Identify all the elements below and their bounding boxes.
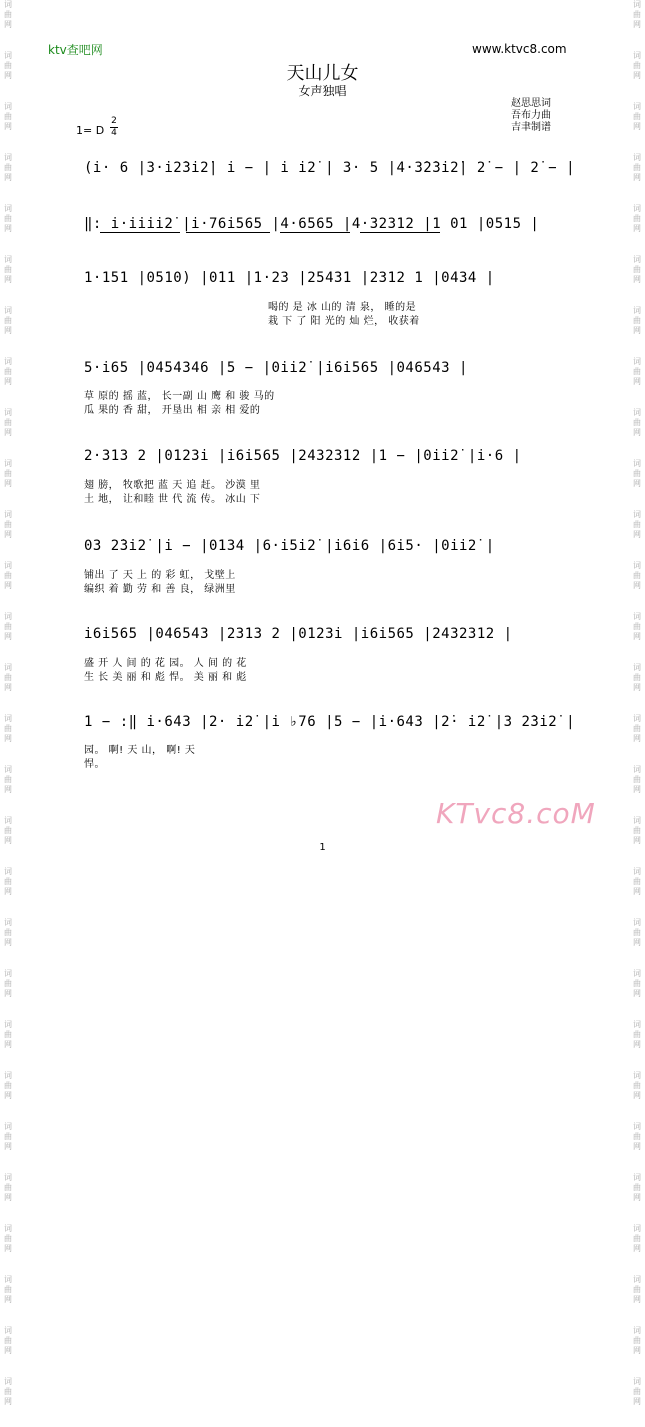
side-watermark-char: 网 — [633, 1244, 641, 1253]
side-watermark-char: 曲 — [4, 469, 12, 478]
side-watermark-gap — [629, 642, 645, 662]
side-watermark-char: 曲 — [4, 163, 12, 172]
side-watermark-char: 网 — [633, 224, 641, 233]
side-watermark-char: 网 — [4, 479, 12, 488]
side-watermark-char: 词 — [4, 153, 12, 162]
side-watermark-char: 词 — [633, 714, 641, 723]
beam-line — [186, 232, 270, 233]
side-watermark-char: 曲 — [4, 10, 12, 19]
beam-line — [100, 232, 180, 233]
side-watermark-gap — [629, 489, 645, 509]
system-7-notes: i6i565 |046543 |2313 2 |0123i |i6i565 |2432312 | — [84, 626, 513, 642]
side-watermark-char: 网 — [4, 734, 12, 743]
side-watermark-char: 词 — [4, 1173, 12, 1182]
side-watermark-char: 网 — [4, 632, 12, 641]
side-watermark-gap — [0, 1356, 16, 1376]
side-watermark-gap — [629, 1356, 645, 1376]
side-watermark-char: 词 — [633, 102, 641, 111]
side-watermark-gap — [0, 1050, 16, 1070]
side-watermark-gap — [0, 1101, 16, 1121]
side-watermark-char: 网 — [4, 683, 12, 692]
side-watermark-gap — [629, 1407, 645, 1427]
side-watermark-char: 词 — [4, 867, 12, 876]
side-watermark-char: 曲 — [633, 1081, 641, 1090]
side-watermark-char: 网 — [633, 71, 641, 80]
side-watermark-gap — [629, 540, 645, 560]
side-watermark-gap — [0, 1305, 16, 1325]
side-watermark-char: 词 — [633, 918, 641, 927]
side-watermark-gap — [629, 693, 645, 713]
system-7-lyric-1: 盛 开 人 间 的 花 园。 人 间 的 花 — [84, 658, 247, 669]
side-watermark-gap — [629, 1152, 645, 1172]
side-watermark-char: 网 — [4, 1091, 12, 1100]
side-watermark-char: 曲 — [633, 1336, 641, 1345]
side-watermark-char: 词 — [4, 0, 12, 9]
side-watermark-char: 词 — [4, 306, 12, 315]
time-bottom: 4 — [111, 128, 117, 138]
side-watermark-char: 网 — [633, 428, 641, 437]
side-watermark-char: 词 — [4, 357, 12, 366]
side-watermark-gap — [0, 1254, 16, 1274]
time-signature — [110, 117, 118, 138]
side-watermark-char: 曲 — [633, 265, 641, 274]
side-watermark-char: 曲 — [633, 826, 641, 835]
page-number: 1 — [319, 842, 326, 853]
site-url-right[interactable]: www.ktvc8.com — [472, 42, 567, 56]
side-watermark-char: 曲 — [633, 214, 641, 223]
side-watermark-gap — [629, 591, 645, 611]
side-watermark-char: 词 — [633, 867, 641, 876]
side-watermark-char: 曲 — [633, 418, 641, 427]
side-watermark-gap — [629, 387, 645, 407]
side-watermark-gap — [629, 132, 645, 152]
side-watermark-gap — [0, 234, 16, 254]
system-4-notes: 5·i65 |0454346 |5 − |0ii2̇ |i6i565 |046543 | — [84, 360, 468, 376]
side-watermark-char: 词 — [4, 1020, 12, 1029]
side-watermark-char: 词 — [633, 459, 641, 468]
side-watermark-char: 网 — [633, 632, 641, 641]
side-watermark-gap — [0, 1152, 16, 1172]
side-watermark-char: 词 — [633, 306, 641, 315]
side-watermark-char: 网 — [4, 938, 12, 947]
side-watermark-char: 词 — [4, 561, 12, 570]
side-watermark-gap — [629, 30, 645, 50]
side-watermark-char: 词 — [633, 408, 641, 417]
side-watermark-char: 网 — [633, 1346, 641, 1355]
side-watermark-char: 曲 — [633, 1285, 641, 1294]
time-top: 2 — [111, 116, 117, 126]
side-watermark-char: 曲 — [633, 1183, 641, 1192]
side-watermark-char: 曲 — [4, 775, 12, 784]
side-watermark-char: 曲 — [4, 520, 12, 529]
side-watermark-gap — [0, 336, 16, 356]
side-watermark-gap — [629, 744, 645, 764]
system-3-notes: 1·151 |0510) |011 |1·23 |25431 |2312 1 |0434 | — [84, 270, 495, 286]
side-watermark-char: 曲 — [4, 1132, 12, 1141]
side-watermark-char: 词 — [633, 816, 641, 825]
side-watermark-char: 词 — [633, 561, 641, 570]
side-watermark-char: 曲 — [4, 622, 12, 631]
side-watermark-char: 网 — [633, 887, 641, 896]
side-watermark-gap — [629, 336, 645, 356]
beam-line — [280, 232, 350, 233]
side-watermark-char: 网 — [4, 989, 12, 998]
side-watermark-char: 网 — [633, 530, 641, 539]
side-watermark-char: 词 — [4, 408, 12, 417]
side-watermark-char: 曲 — [4, 367, 12, 376]
side-watermark-char: 曲 — [4, 214, 12, 223]
side-watermark-char: 词 — [4, 51, 12, 60]
side-watermark-char: 网 — [633, 275, 641, 284]
side-watermark-char: 词 — [4, 663, 12, 672]
side-watermark-right — [629, 0, 645, 1406]
side-watermark-char: 词 — [4, 714, 12, 723]
key-signature: 1= D — [76, 124, 105, 137]
side-watermark-char: 词 — [4, 816, 12, 825]
side-watermark-char: 网 — [633, 734, 641, 743]
side-watermark-char: 曲 — [633, 877, 641, 886]
watermark-logo: KTvc8.coM — [436, 797, 596, 830]
side-watermark-char: 词 — [633, 1173, 641, 1182]
side-watermark-char: 曲 — [4, 1285, 12, 1294]
side-watermark-char: 网 — [633, 1193, 641, 1202]
side-watermark-char: 网 — [633, 938, 641, 947]
side-watermark-char: 网 — [4, 581, 12, 590]
side-watermark-char: 网 — [633, 479, 641, 488]
side-watermark-gap — [0, 948, 16, 968]
side-watermark-char: 网 — [4, 1346, 12, 1355]
system-8-lyric-2: 悍。 — [84, 759, 105, 770]
side-watermark-char: 网 — [4, 1244, 12, 1253]
side-watermark-char: 网 — [633, 836, 641, 845]
side-watermark-char: 曲 — [633, 775, 641, 784]
side-watermark-char: 曲 — [633, 316, 641, 325]
side-watermark-char: 曲 — [4, 1387, 12, 1396]
side-watermark-char: 词 — [633, 1020, 641, 1029]
system-5-lyric-1: 翅 膀， 牧歌把 蓝 天 追 赶。 沙漠 里 — [84, 480, 261, 491]
side-watermark-char: 曲 — [633, 622, 641, 631]
side-watermark-char: 词 — [4, 1377, 12, 1386]
beam-line — [360, 232, 440, 233]
side-watermark-char: 曲 — [4, 418, 12, 427]
side-watermark-char: 曲 — [633, 979, 641, 988]
side-watermark-char: 网 — [4, 1193, 12, 1202]
side-watermark-char: 网 — [4, 785, 12, 794]
side-watermark-char: 网 — [4, 530, 12, 539]
side-watermark-char: 词 — [4, 1122, 12, 1131]
side-watermark-gap — [629, 1050, 645, 1070]
side-watermark-char: 曲 — [633, 1234, 641, 1243]
side-watermark-char: 曲 — [633, 1387, 641, 1396]
side-watermark-gap — [629, 1305, 645, 1325]
side-watermark-char: 曲 — [4, 928, 12, 937]
side-watermark-gap — [629, 795, 645, 815]
system-1-notes: (i· 6 |3·i2̇3i2̇| i − | i i2̇ | 3· 5 |4·3̇2̇3i2̇| 2̇ − | 2̇ − | — [84, 160, 576, 176]
side-watermark-gap — [629, 1101, 645, 1121]
side-watermark-char: 词 — [633, 153, 641, 162]
side-watermark-gap — [629, 234, 645, 254]
side-watermark-char: 曲 — [4, 826, 12, 835]
side-watermark-gap — [0, 999, 16, 1019]
side-watermark-char: 词 — [633, 510, 641, 519]
system-5-lyric-2: 土 地， 让和睦 世 代 流 传。 冰山 下 — [84, 494, 261, 505]
side-watermark-char: 曲 — [633, 10, 641, 19]
side-watermark-gap — [0, 132, 16, 152]
side-watermark-char: 网 — [4, 836, 12, 845]
side-watermark-char: 词 — [633, 612, 641, 621]
side-watermark-char: 网 — [633, 173, 641, 182]
side-watermark-char: 词 — [633, 969, 641, 978]
side-watermark-char: 曲 — [633, 163, 641, 172]
system-4-lyric-1: 草 原的 摇 蓝， 长一副 山 鹰 和 骏 马的 — [84, 391, 275, 402]
side-watermark-char: 网 — [633, 1142, 641, 1151]
side-watermark-char: 曲 — [4, 1030, 12, 1039]
side-watermark-char: 曲 — [4, 265, 12, 274]
side-watermark-char: 词 — [4, 204, 12, 213]
side-watermark-gap — [629, 1203, 645, 1223]
side-watermark-gap — [0, 744, 16, 764]
credit-composer: 吾布力曲 — [511, 110, 551, 121]
side-watermark-char: 词 — [633, 765, 641, 774]
side-watermark-char: 词 — [633, 0, 641, 9]
side-watermark-gap — [0, 591, 16, 611]
side-watermark-char: 曲 — [633, 1132, 641, 1141]
side-watermark-char: 网 — [633, 377, 641, 386]
side-watermark-char: 曲 — [633, 724, 641, 733]
side-watermark-char: 网 — [633, 20, 641, 29]
side-watermark-char: 网 — [633, 1040, 641, 1049]
side-watermark-char: 词 — [4, 1275, 12, 1284]
system-3-lyric-1: 喝的 是 冰 山的 清 泉， 睡的是 — [268, 302, 417, 313]
side-watermark-char: 曲 — [4, 316, 12, 325]
side-watermark-char: 曲 — [4, 724, 12, 733]
side-watermark-char: 曲 — [633, 520, 641, 529]
side-watermark-gap — [0, 642, 16, 662]
side-watermark-gap — [629, 285, 645, 305]
side-watermark-gap — [629, 948, 645, 968]
side-watermark-gap — [0, 540, 16, 560]
side-watermark-char: 网 — [633, 683, 641, 692]
credit-lyricist: 赵思思词 — [511, 98, 551, 109]
side-watermark-char: 曲 — [4, 112, 12, 121]
side-watermark-char: 曲 — [633, 469, 641, 478]
side-watermark-char: 词 — [633, 1122, 641, 1131]
side-watermark-char: 曲 — [4, 1336, 12, 1345]
system-6-lyric-2: 编织 着 勤 劳 和 善 良， 绿洲里 — [84, 584, 236, 595]
side-watermark-char: 词 — [4, 918, 12, 927]
side-watermark-char: 网 — [633, 326, 641, 335]
side-watermark-char: 网 — [633, 989, 641, 998]
side-watermark-char: 曲 — [4, 1183, 12, 1192]
system-8-lyric-1: 园。 啊! 天 山， 啊! 天 — [84, 745, 196, 756]
side-watermark-char: 词 — [633, 357, 641, 366]
side-watermark-char: 曲 — [4, 979, 12, 988]
side-watermark-char: 网 — [633, 1397, 641, 1406]
side-watermark-char: 曲 — [4, 673, 12, 682]
side-watermark-char: 网 — [4, 1040, 12, 1049]
side-watermark-gap — [0, 1407, 16, 1427]
side-watermark-char: 网 — [4, 71, 12, 80]
side-watermark-gap — [0, 693, 16, 713]
system-2-notes: ‖: i·iiii2̇ |i·76i565 |4·6565 |4·32312 |1 01 |0515 | — [84, 216, 540, 232]
side-watermark-char: 词 — [4, 612, 12, 621]
side-watermark-char: 曲 — [4, 1234, 12, 1243]
side-watermark-char: 网 — [4, 428, 12, 437]
side-watermark-left — [0, 0, 16, 1406]
side-watermark-char: 网 — [4, 122, 12, 131]
credit-transcriber: 吉聿制谱 — [511, 122, 551, 133]
side-watermark-char: 曲 — [4, 61, 12, 70]
side-watermark-char: 网 — [633, 581, 641, 590]
side-watermark-char: 词 — [4, 102, 12, 111]
side-watermark-gap — [629, 897, 645, 917]
side-watermark-char: 网 — [4, 173, 12, 182]
side-watermark-char: 网 — [4, 377, 12, 386]
song-title: 天山儿女 — [286, 63, 359, 84]
side-watermark-char: 曲 — [4, 877, 12, 886]
side-watermark-gap — [0, 795, 16, 815]
side-watermark-char: 词 — [633, 1326, 641, 1335]
side-watermark-char: 词 — [633, 1275, 641, 1284]
side-watermark-char: 词 — [4, 765, 12, 774]
credits-block — [511, 98, 551, 134]
side-watermark-char: 词 — [4, 510, 12, 519]
side-watermark-char: 词 — [633, 1071, 641, 1080]
side-watermark-char: 网 — [4, 1142, 12, 1151]
side-watermark-char: 网 — [4, 887, 12, 896]
side-watermark-char: 曲 — [4, 1081, 12, 1090]
site-name-left[interactable]: ktv查吧网 — [48, 43, 103, 57]
side-watermark-char: 网 — [633, 1091, 641, 1100]
side-watermark-gap — [0, 489, 16, 509]
song-subtitle: 女声独唱 — [298, 84, 347, 98]
system-4-lyric-2: 瓜 果的 香 甜， 开垦出 相 亲 相 爱的 — [84, 405, 261, 416]
side-watermark-char: 网 — [633, 122, 641, 131]
side-watermark-char: 词 — [4, 255, 12, 264]
side-watermark-char: 词 — [4, 1326, 12, 1335]
side-watermark-char: 网 — [633, 1295, 641, 1304]
side-watermark-gap — [0, 387, 16, 407]
side-watermark-char: 曲 — [633, 673, 641, 682]
system-7-lyric-2: 生 长 美 丽 和 彪 悍。 美 丽 和 彪 — [84, 672, 247, 683]
side-watermark-char: 网 — [4, 275, 12, 284]
side-watermark-char: 曲 — [633, 61, 641, 70]
side-watermark-char: 网 — [4, 20, 12, 29]
side-watermark-char: 词 — [4, 459, 12, 468]
side-watermark-char: 词 — [633, 1377, 641, 1386]
side-watermark-char: 词 — [4, 1071, 12, 1080]
side-watermark-char: 词 — [4, 1224, 12, 1233]
side-watermark-char: 词 — [633, 255, 641, 264]
side-watermark-gap — [0, 1203, 16, 1223]
side-watermark-char: 曲 — [4, 571, 12, 580]
side-watermark-char: 曲 — [633, 928, 641, 937]
side-watermark-gap — [0, 30, 16, 50]
side-watermark-gap — [629, 183, 645, 203]
side-watermark-char: 网 — [4, 1397, 12, 1406]
system-3-lyric-2: 栽 下 了 阳 光的 灿 烂， 收获着 — [268, 316, 420, 327]
side-watermark-gap — [0, 438, 16, 458]
side-watermark-gap — [629, 1254, 645, 1274]
side-watermark-gap — [0, 285, 16, 305]
side-watermark-char: 词 — [4, 969, 12, 978]
side-watermark-char: 网 — [633, 785, 641, 794]
side-watermark-char: 词 — [633, 204, 641, 213]
system-5-notes: 2·313 2 |0123i |i6i565 |2432312 |1 − |0ii2̇ |i·6 | — [84, 448, 522, 464]
side-watermark-gap — [629, 999, 645, 1019]
side-watermark-gap — [629, 438, 645, 458]
side-watermark-char: 曲 — [633, 112, 641, 121]
side-watermark-gap — [0, 183, 16, 203]
system-8-notes: 1 − :‖ i·643 |2· i2̇ |i ♭76 |5 − |i·643 |2̇· i2̇ |3 2̇3i2̇ | — [84, 714, 576, 730]
side-watermark-char: 曲 — [633, 571, 641, 580]
side-watermark-char: 词 — [633, 51, 641, 60]
system-6-lyric-1: 铺出 了 天 上 的 彩 虹， 戈壁上 — [84, 570, 236, 581]
side-watermark-gap — [0, 897, 16, 917]
system-6-notes: 03 2̇3i2̇ |i − |0134 |6·i5i2̇ |i6i6 |6i5· |0ii2̇ | — [84, 538, 495, 554]
side-watermark-char: 曲 — [633, 367, 641, 376]
side-watermark-char: 网 — [4, 1295, 12, 1304]
side-watermark-char: 网 — [4, 326, 12, 335]
side-watermark-char: 网 — [4, 224, 12, 233]
side-watermark-char: 曲 — [633, 1030, 641, 1039]
side-watermark-char: 词 — [633, 663, 641, 672]
side-watermark-char: 词 — [633, 1224, 641, 1233]
